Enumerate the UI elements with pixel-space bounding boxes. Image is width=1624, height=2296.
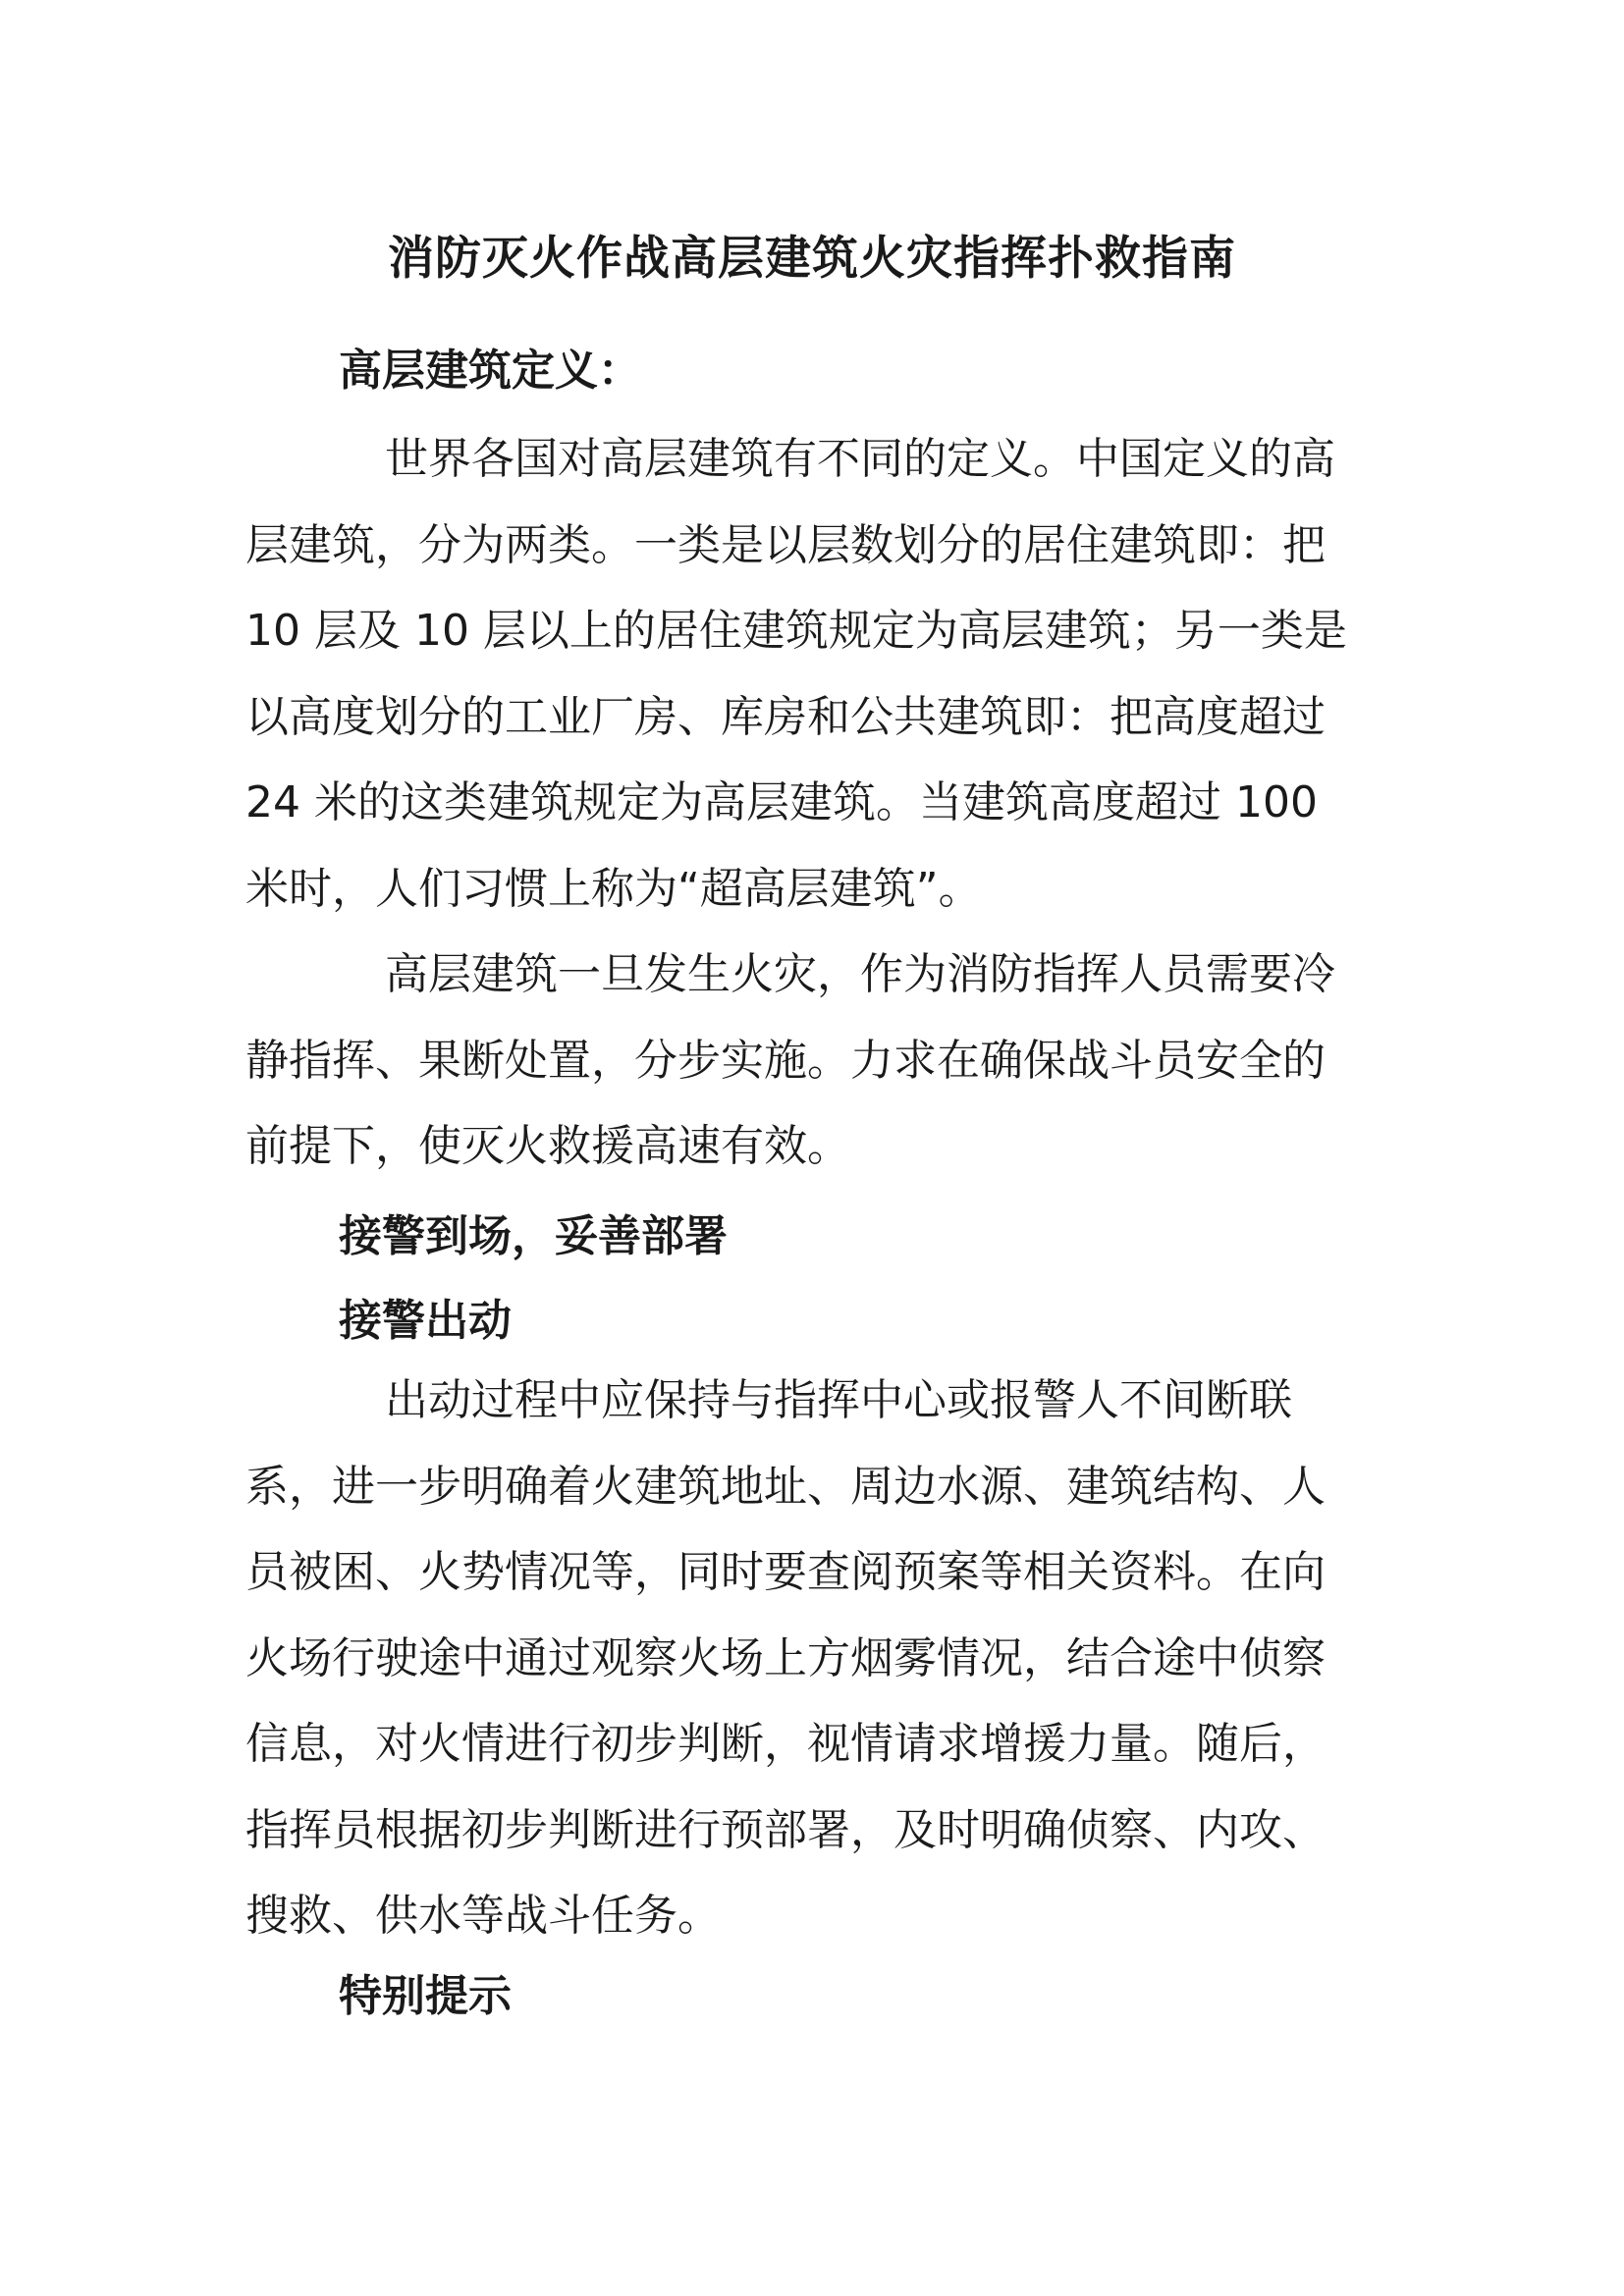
heading-special-notice: 特别提示: [339, 1971, 512, 2021]
paragraph-line: 员被困、火势情况等，同时要查阅预案等相关资料。在向: [245, 1547, 1326, 1597]
paragraph-line: 静指挥、果断处置，分步实施。力求在确保战斗员安全的: [245, 1035, 1326, 1086]
paragraph-line: 世界各国对高层建筑有不同的定义。中国定义的高: [385, 434, 1335, 484]
paragraph-line: 搜救、供水等战斗任务。: [245, 1891, 721, 1941]
heading-arrival-deployment: 接警到场，妥善部署: [339, 1211, 728, 1261]
paragraph-line: 指挥员根据初步判断进行预部署，及时明确侦察、内攻、: [245, 1804, 1326, 1855]
heading-alarm-dispatch: 接警出动: [339, 1296, 512, 1346]
paragraph-line: 前提下，使灭火救援高速有效。: [245, 1121, 850, 1171]
document-title: 消防灭火作战高层建筑火灾指挥扑救指南: [388, 232, 1236, 286]
heading-definition: 高层建筑定义：: [339, 346, 641, 396]
paragraph-line: 出动过程中应保持与指挥中心或报警人不间断联: [385, 1375, 1292, 1425]
paragraph-definition: [245, 416, 1384, 932]
paragraph-line: 以高度划分的工业厂房、库房和公共建筑即：把高度超过: [245, 691, 1326, 742]
paragraph-line: 10 层及 10 层以上的居住建筑规定为高层建筑；另一类是: [245, 606, 1347, 656]
paragraph-line: 高层建筑一旦发生火灾，作为消防指挥人员需要冷: [385, 949, 1335, 999]
paragraph-line: 信息，对火情进行初步判断，视情请求增援力量。随后，: [245, 1719, 1326, 1769]
paragraph-dispatch: [245, 1358, 1384, 1959]
paragraph-line: 24 米的这类建筑规定为高层建筑。当建筑高度超过 100: [245, 777, 1318, 828]
paragraph-line: 层建筑，分为两类。一类是以层数划分的居住建筑即：把: [245, 519, 1326, 570]
paragraph-line: 米时，人们习惯上称为“超高层建筑”。: [245, 863, 982, 914]
paragraph-line: 火场行驶途中通过观察火场上方烟雾情况，结合途中侦察: [245, 1632, 1326, 1683]
paragraph-line: 系，进一步明确着火建筑地址、周边水源、建筑结构、人: [245, 1461, 1326, 1512]
paragraph-fire-command: [245, 932, 1384, 1190]
